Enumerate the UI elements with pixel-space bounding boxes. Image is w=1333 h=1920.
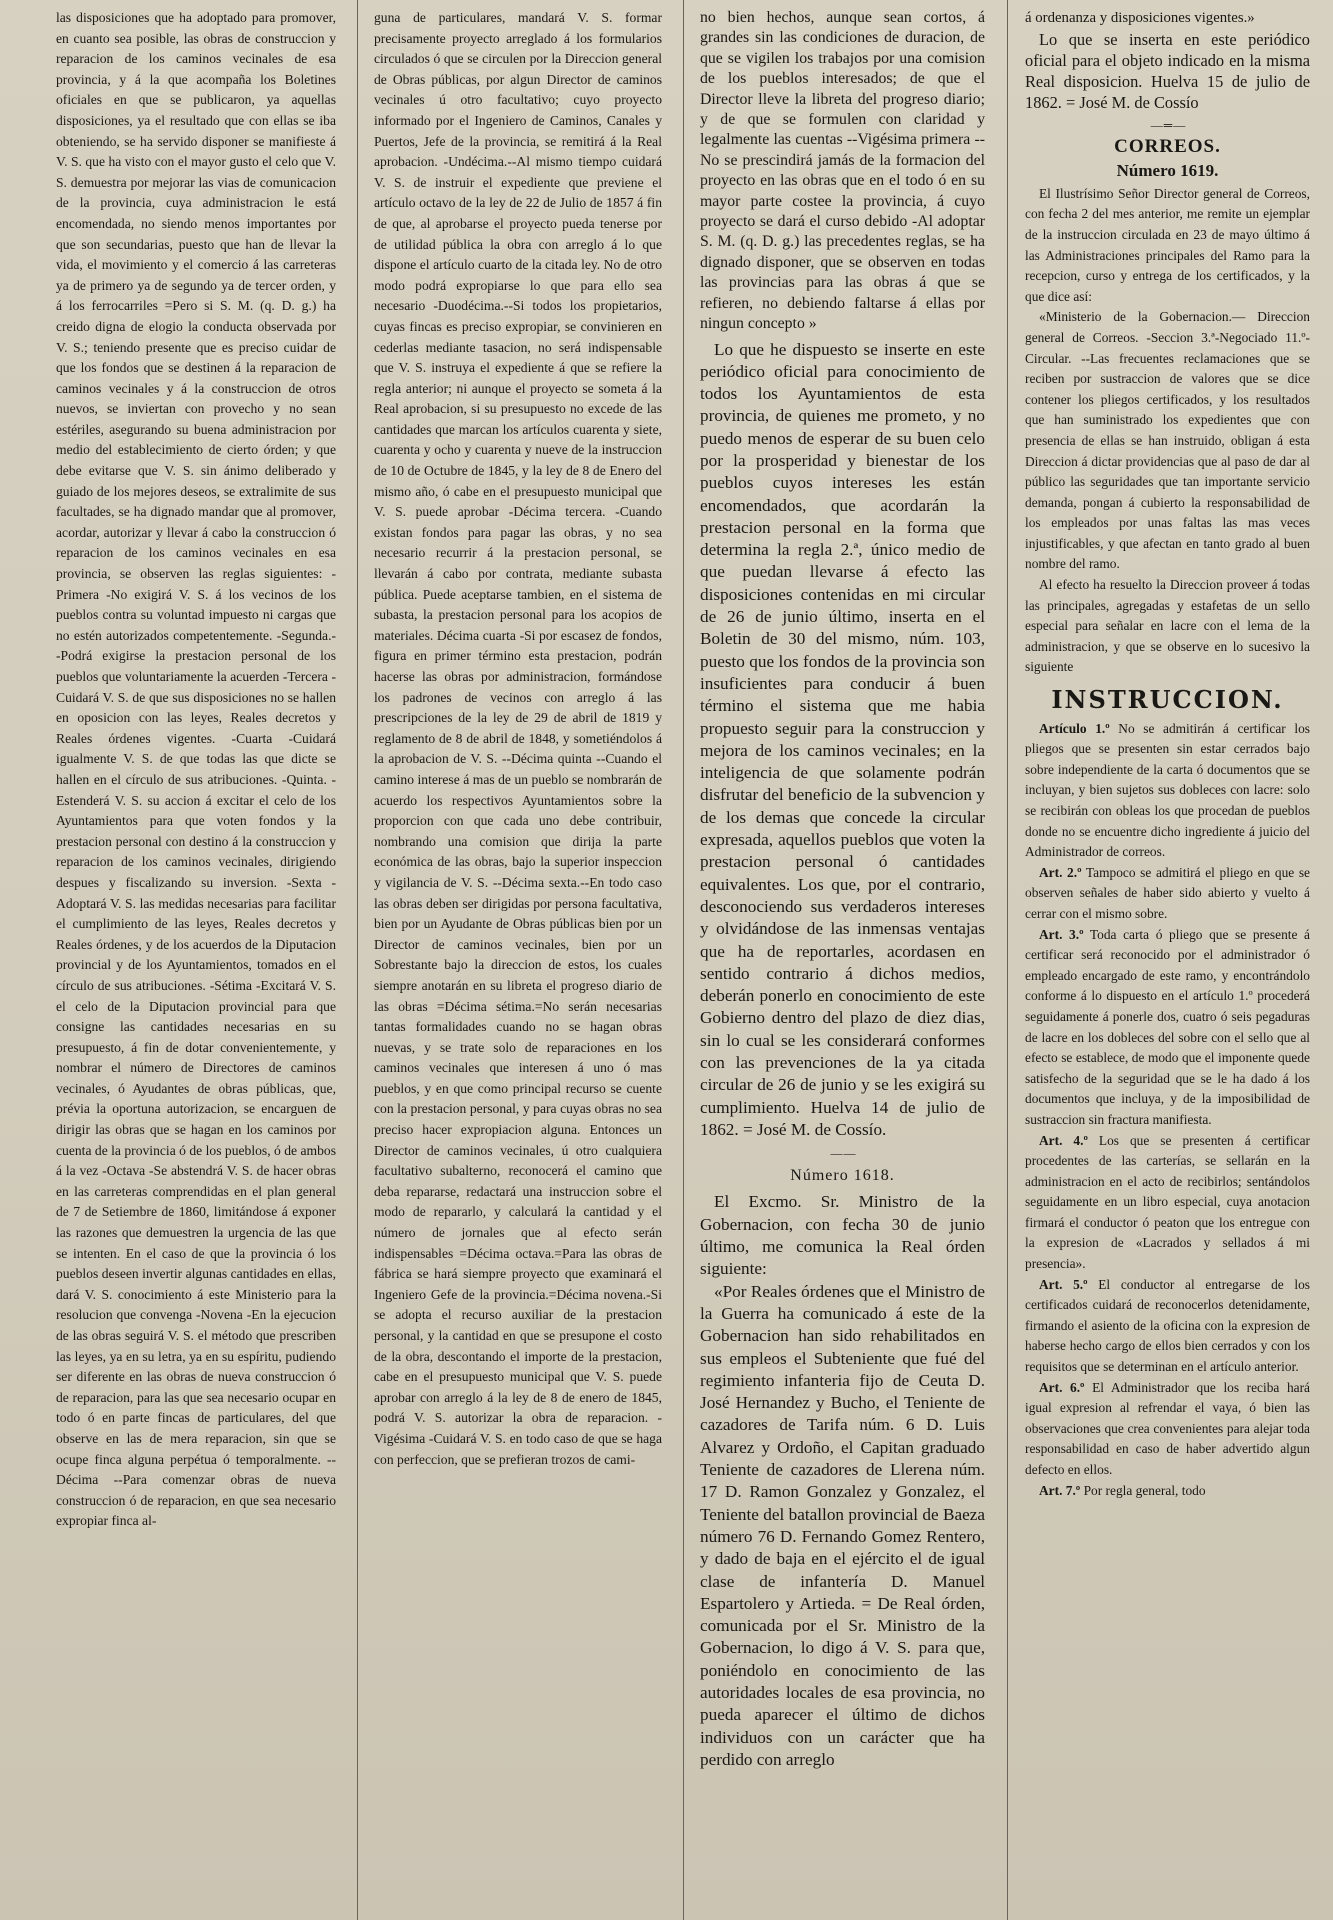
column-3	[700, 8, 985, 1771]
column-2-text: guna de particulares, mandará V. S. formar precisamente proyecto arreglado á los formularios circulados ó que se circulen por la Direccion general de Obras públicas, por algun Director de caminos vecinales ú otro facultativo; cuyo proyecto informado por el Ingeniero de Caminos, Canales y Puertos, Jefe de la provincia, se remitirá á la Real aprobacion. -Undécima.--Al mismo tiempo cuidará V. S. de instruir el expediente que previene el artículo octavo de la ley de 22 de Julio de 1857 á fin de que, al aprobarse el proyecto pueda tenerse por de utilidad pública la obra con arreglo á lo que dispone el artículo cuarto de la citada ley. No de otro modo podrá expropiarse lo que para ello sea necesario -Duodécima.--Si todos los propietarios, cuyas fincas es preciso expropiar, se convinieren en cederlas mediante tasacion, no será indispensable que V. S. instruya el expediente á que se refiere la regla anterior; ni aunque el proyecto se someta á la Real aprobacion, si su presupuesto no excede de las cantidades que marcan los artículos cuarenta y siete, cuarenta y ocho y cuarenta y nueve de la instruccion de 10 de Octubre de 1845, y la ley de 8 de Enero del mismo año, ó cabe en el presupuesto municipal que V. S. puede aprobar -Décima tercera. -Cuando existan fondos para pagar las obras, y no sea necesario recurrir á la prestacion personal, se llevarán á cabo por contrata, mediante subasta pública. Puede aceptarse tambien, en el sistema de subasta, la prestacion personal para los acopios de materiales. Décima cuarta -Si por escasez de fondos, figura en primer término esta prestacion, podrán hacerse las obras por administracion, formándose los padrones de vecinos con arreglo á las prescripciones de la ley de 29 de abril de 1819 y reglamento de 8 de abril de 1848, y sometiéndolos á la aprobacion de V. S. --Décima quinta --Cuando el camino interese á mas de un pueblo se nombrarán de acuerdo los respectivos Ayuntamientos sobre la proporcion con que cada uno debe contribuir, nombrando una comision que dirija la parte económica de las obras, bajo la superior inspeccion y vigilancia de V. S. --Décima sexta.--En todo caso las obras deben ser dirigidas por persona facultativa, bien por un Ayudante de Obras públicas bien por un Director de caminos vecinales, bien por un Sobrestante bajo la direccion de estos, los cuales siempre anotarán en su libreta el progreso diario de las obras =Décima sétima.=No serán necesarias tantas formalidades cuando no se hagan obras nuevas, y se trate solo de reparaciones en los caminos vecinales que interesen á uno ó mas pueblos, y en que como principal recurso se cuente con la prestacion personal, y para cuyas obras no sea preciso hacer expropiacion alguna. Entonces un Director de caminos vecinales, ú otro cualquiera facultativo subalterno, reconocerá el camino que deba repararse, redactará una instruccion sobre el modo de repararlo, y calculará la cantidad y el número de jornales que al efecto serán indispensables =Décima octava.=Para las obras de fábrica se hará siempre proyecto que examinará el Ingeniero Gefe de la provincia.=Décima novena.-Si se adopta el recurso auxiliar de la prestacion personal, y la cantidad en que se presupone el costo de la obra, descontando el importe de la prestacion, cabe en el presupuesto municipal que V. S. puede aprobar con arreglo á la ley de 8 de enero de 1845, podrá V. S. autorizar la obra de reparacion. -Vigésima -Cuidará V. S. en todo caso de que se haga con perfeccion, que se prefieran trozos de cami-	[374, 10, 662, 1467]
column-4	[1025, 8, 1310, 1501]
column-rule	[1007, 0, 1008, 1920]
article-1-label: Artículo 1.º	[1039, 720, 1110, 736]
number-1618-heading: Número 1618.	[790, 1167, 895, 1185]
article-2-label: Art. 2.º	[1039, 864, 1082, 880]
column-3-text2: El Excmo. Sr. Ministro de la Gobernacion, con fecha 30 de junio último, me comunica la Real órden siguiente:	[700, 1192, 985, 1279]
column-3-text3: «Por Reales órdenes que el Ministro de la Guerra ha comunicado á este de la Gobernacion han sido rehabilitados en sus empleos el Subteniente que fué del regimiento infanteria fijo de Ceuta D. José Hernandez y Bucho, el Teniente de cazadores de Tarifa núm. 6 D. Luis Alvarez y Ordoño, el Capitan graduado Teniente de cazadores de Llerena núm. 17 D. Ramon Gonzalez y Gonzalez, el Teniente del batallon provincial de Baeza número 76 D. Fernando Gomez Rentero, y dado de baja en el ejército el de igual clase de infantería D. Manuel Espartolero y Artieda. = De Real órden, comunicada por el Sr. Ministro de la Gobernacion, lo digo á V. S. para que, poniéndolo en conocimiento de las autoridades locales de esa provincia, no pueda aparecer el último de dichos individuos con un carácter que ha perdido con arreglo	[700, 1281, 985, 1769]
divider: — ═ —	[1150, 117, 1185, 132]
article-2-text: Tampoco se admitirá el pliego en que se observen señales de haber sido abierto y vuelto á cerrar con el mismo sobre.	[1025, 864, 1310, 921]
column-3-body: Lo que he dispuesto se inserte en este periódico oficial para conocimiento de todos los Ayuntamientos de esta provincia, de quienes me prometo, y no puedo menos de esperar de su buen celo por la prosperidad y bienestar de los pueblos cuyos intereses les están encomendados, que acordarán la prestacion personal en la forma que determina la regla 2.ª, único medio de que puedan llevarse á efecto las disposiciones contenidas en mi circular de 26 de junio último, inserta en el Boletin de 30 del mismo, núm. 103, puesto que los fondos de la provincia son insuficientes para conducir á buen término el sistema que me habia propuesto seguir para la construccion y mejora de los caminos vecinales; en la inteligencia de que solamente podrán disfrutar del beneficio de la subvencion y de los demas que concede la circular expresada, aquellos pueblos que voten la prestacion personal ó cantidades equivalentes. Los que, por el contrario, desconociendo sus verdaderos intereses y olvidándose de las inmensas ventajas que ha de reportarles, acordasen en sentido contrario á dichos medios, deberán ponerlo en conocimiento de este Gobierno dentro del plazo de diez dias, sin lo cual se les considerará conformes con las prevenciones de la ya citada circular de 26 de junio y se les exigirá su cumplimiento. Huelva 14 de julio de 1862. = José M. de Cossío.	[700, 339, 985, 1139]
article-6	[1025, 1378, 1310, 1481]
column-2	[374, 8, 662, 1470]
article-3-text: Toda carta ó pliego que se presente á certificar será reconocido por el administrador ó empleado encargado de este ramo, y encontrándolo conforme á lo dispuesto en el artículo 1.º procederá seguidamente á ponerle dos, cuatro ó seis pegaduras de lacre en los dobleces del sobre con el sello que al efecto se establece, de modo que el imponente quede satisfecho de la seguridad que se le ha dado á los documentos que incluya, y de la imposibilidad de sustraccion sin fractura manifiesta.	[1025, 926, 1310, 1127]
number-1619-heading: Número 1619.	[1116, 161, 1219, 181]
column-4-intro: á ordenanza y disposiciones vigentes.»	[1025, 10, 1255, 26]
article-7-text: Por regla general, todo	[1083, 1482, 1206, 1498]
article-6-text: El Administrador que los reciba hará igual expresion al refrendar el vaya, ó bien las observaciones que crea convenientes para alejar toda responsabilidad en caso de haber advertido algun defecto en ellos.	[1025, 1379, 1310, 1477]
divider: — —	[830, 1146, 855, 1161]
column-4-text4: Al efecto ha resuelto la Direccion proveer á todas las principales, agregadas y estafetas de un sello especial para señalar en lacre con el lema de la administracion, y que se observe en lo sucesivo la siguiente	[1025, 577, 1310, 675]
article-5-label: Art. 5.º	[1039, 1276, 1088, 1292]
correos-title: CORREOS.	[1114, 135, 1221, 157]
column-rule	[683, 0, 684, 1920]
article-1	[1025, 719, 1310, 863]
article-4	[1025, 1131, 1310, 1275]
article-3-label: Art. 3.º	[1039, 926, 1084, 942]
article-7	[1025, 1481, 1310, 1502]
article-4-label: Art. 4.º	[1039, 1132, 1088, 1148]
article-4-text: Los que se presenten á certificar procedentes de las carterías, se sellarán en la administracion en el acto de recibirlos; sentándolos seguidamente en un libro especial, cuya anotacion firmará el conductor ó peaton que los entregue con la expresion de «Lacrados y sellados á mi presencia».	[1025, 1132, 1310, 1272]
article-6-label: Art. 6.º	[1039, 1379, 1085, 1395]
column-3-intro: no bien hechos, aunque sean cortos, á grandes sin las condiciones de duracion, de que se vigilen los trabajos por una comision de los pueblos interesados; de que el Director lleve la libreta del progreso diario; y de que se formulen con claridad y legalmente las cuentas --Vigésima primera --No se prescindirá jamás de la formacion del proyecto en las obras que en el todo ó en su mayor parte costee la provincia, á cuyo proyecto se dará el curso debido -Al adoptar S. M. (q. D. g.) las precedentes reglas, se ha dignado disponer, que se observen en todas las provincias para las obras á que se refieren, no debiendo faltarse á ellas por ningun concepto »	[700, 9, 985, 333]
article-2	[1025, 863, 1310, 925]
article-7-label: Art. 7.º	[1039, 1482, 1081, 1498]
column-4-body: Lo que se inserta en este periódico oficial para el objeto indicado en la misma Real disposicion. Huelva 15 de julio de 1862. = José M. de Cossío	[1025, 29, 1310, 112]
article-5	[1025, 1275, 1310, 1378]
column-4-text3: «Ministerio de la Gobernacion.— Direccion general de Correos. -Seccion 3.ª-Negociado 11.º- Circular. --Las frecuentes reclamaciones que se reciben por sustraccion de valores que se dice contener los pliegos certificados, y los resultados que han suministrado los expedientes que con presencia de ellas se han instruido, obligan á esta Direccion á dictar providencias que al paso de dar al público las seguridades que tan importante servicio demanda, pongan á cubierto la responsabilidad de los empleados por unas faltas las mas veces injustificables, y que afectan en tanto grado al buen nombre del ramo.	[1025, 309, 1310, 572]
column-1	[56, 8, 336, 1532]
instruccion-title: INSTRUCCION.	[1051, 685, 1284, 715]
article-5-text: El conductor al entregarse de los certificados cuidará de reconocerlos detenidamente, firmando el asiento de la oficina con la expresion de haberse hecho cargo de ellos bien cerrados y con los requisitos que se determinan en el artículo anterior.	[1025, 1276, 1310, 1375]
column-rule	[357, 0, 358, 1920]
column-1-text: las disposiciones que ha adoptado para promover, en cuanto sea posible, las obras de construccion y reparacion de los caminos vecinales de esa provincia, y á la que acompaña los Boletines oficiales en que se publicaron, ya aquellas disposiciones, ya el resultado que con ellas se iba obteniendo, se ha servido disponer se manifieste á V. S. que ha visto con el mayor gusto el celo que V. S. demuestra por mejorar las vias de comunicacion de la provincia, cuya administracion le está encomendada, no siendo menos importantes por que son secundarias, puesto que han de llevar la vida, el movimiento y el comercio á las carreteras ya de primero ya de segundo ya de tercer orden, y á los ferrocarriles =Pero si S. M. (q. D. g.) ha creido digna de elogio la conducta observada por V. S.; teniendo presente que es preciso cuidar de que los fondos que se destinen á la reparacion de caminos vecinales y á la construccion de otros nuevos, se inviertan con provecho y no sean estériles, asegurando su buena administracion por medio del establecimiento de cierto órden; y que debe evitarse que V. S. sin ánimo deliberado y guiado de los mejores deseos, se extralimite de sus facultades, se ha dignado mandar que al promover, acordar, autorizar y llevar á cabo la construccion ó reparacion de los caminos vecinales en esa provincia, se observen las reglas siguientes: -Primera -No exigirá V. S. á los vecinos de los pueblos contra su voluntad impuesto ni cargas que no estén autorizados competentemente. -Segunda.--Podrá exigirse la prestacion personal de los pueblos que voluntariamente la acuerden -Tercera -Cuidará V. S. de que sus disposiciones no se hallen en oposicion con las leyes, Reales decretos y Reales órdenes vigentes. -Cuarta -Cuidará igualmente V. S. de que todas las que dicte se hallen en el círculo de sus atribuciones. -Quinta. -Estenderá V. S. su accion á excitar el celo de los Ayuntamientos para que voten fondos y la prestacion personal con destino á la construccion y reparacion de los caminos vecinales, dirigiendo despues y fiscalizando su inversion. -Sexta -Adoptará V. S. las medidas necesarias para facilitar el cumplimiento de las leyes, Reales decretos y Reales órdenes, y de los acuerdos de la Diputacion provincial y de los Ayuntamientos, tomados en el círculo de sus atribuciones. -Sétima -Excitará V. S. el celo de la Diputacion provincial para que consigne las cantidades necesarias en su presupuesto, á fin de dotar convenientemente, y nombrar el número de Directores de caminos vecinales, ó Ayudantes de obras públicas, que, prévia la oportuna autorizacion, se encarguen de dirigir las obras que se hagan en los caminos por cuenta de la provincia ó de los pueblos, ó de ambos á la vez -Octava -Se abstendrá V. S. de hacer obras en las carreteras comprendidas en el plan general de 7 de Setiembre de 1860, limitándose á exponer las razones que demuestren la urgencia de las que se intenten. En el caso de que la provincia ó los pueblos deseen invertir algunas cantidades en ellas, dará V. S. conocimiento á este Ministerio para la resolucion que convenga -Novena -En la ejecucion de las obras seguirá V. S. el método que prescriben las leyes, ya en su letra, ya en su espíritu, pudiendo ser diferente en las obras de nueva construccion ó de reparacion, para las que sea necesario ocupar en todo ó en parte fincas de particulares, del que observe en las de mera reparacion, sin que se ocupe finca alguna perpétua ó temporalmente. --Décima --Para comenzar obras de nueva construccion ó de reparacion, en que sea necesario expropiar finca al-	[56, 10, 336, 1529]
article-1-text: No se admitirán á certificar los pliegos que se presenten sin estar cerrados bajo sobre independiente de la carta ó documentos que se incluyan, y bien sujetos sus dobleces con lacre: solo se recibirán con obleas los que procedan de pueblos donde no se encuentre dicho ingrediente á juicio del Administrador de correos.	[1025, 720, 1310, 860]
article-3	[1025, 925, 1310, 1131]
column-4-text2: El Ilustrísimo Señor Director general de Correos, con fecha 2 del mes anterior, me remite un ejemplar de la instruccion circulada en 23 de mayo último á las Administraciones principales del Ramo para la recepcion, curso y entrega de los certificados, y la que dice así:	[1025, 185, 1310, 304]
